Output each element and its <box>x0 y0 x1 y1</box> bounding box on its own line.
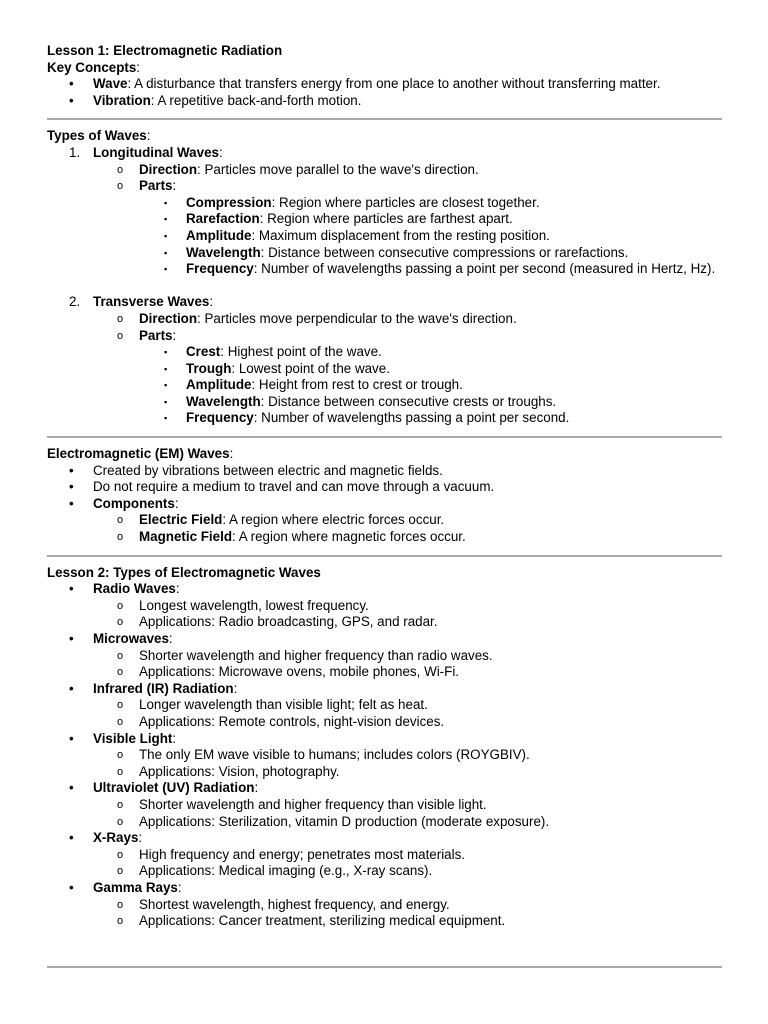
wave-type-ultraviolet: • Ultraviolet (UV) Radiation: <box>69 780 259 796</box>
types-of-waves-heading: Types of Waves: <box>47 128 151 144</box>
wave-desc: o Shorter wavelength and higher frequency than visible light. <box>117 796 487 812</box>
wave-desc: o The only EM wave visible to humans; includes colors (ROYGBIV). <box>117 747 530 763</box>
square-bullet-icon: ▪ <box>164 413 168 424</box>
bullet-icon: • <box>69 462 74 478</box>
circle-bullet-icon: o <box>117 599 124 612</box>
wave-desc: o Longest wavelength, lowest frequency. <box>117 597 369 613</box>
bullet-icon: • <box>69 581 74 597</box>
transverse-part-trough: ▪ Trough: Lowest point of the wave. <box>164 360 390 376</box>
longitudinal-direction: o Direction: Particles move parallel to the wave's direction. <box>117 161 479 177</box>
circle-bullet-icon: o <box>117 312 124 325</box>
wave-apps: o Applications: Medical imaging (e.g., X-ray scans). <box>117 863 433 879</box>
wave-desc: o Shorter wavelength and higher frequency than radio waves. <box>117 647 493 663</box>
wave-type-infrared: • Infrared (IR) Radiation: <box>69 680 238 696</box>
transverse-parts-label: o Parts: <box>117 327 177 343</box>
wave-apps: o Applications: Microwave ovens, mobile phones, Wi-Fi. <box>117 664 460 680</box>
wave-type-radio: • Radio Waves: <box>69 581 180 597</box>
wave-desc: o High frequency and energy; penetrates most materials. <box>117 846 466 862</box>
bullet-icon: • <box>69 680 74 696</box>
transverse-part-wavelength: ▪ Wavelength: Distance between consecutive crests or troughs. <box>164 393 557 409</box>
longitudinal-part-amplitude: ▪ Amplitude: Maximum displacement from the resting position. <box>164 227 550 243</box>
document-page <box>47 43 722 930</box>
em-bullet-medium: • Do not require a medium to travel and can move through a vacuum. <box>69 479 495 495</box>
transverse-part-crest: ▪ Crest: Highest point of the wave. <box>164 344 382 360</box>
circle-bullet-icon: o <box>117 616 124 629</box>
circle-bullet-icon: o <box>117 531 124 544</box>
longitudinal-part-wavelength: ▪ Wavelength: Distance between consecutive compressions or rarefactions. <box>164 244 629 260</box>
square-bullet-icon: ▪ <box>164 214 168 225</box>
section-divider <box>47 436 722 438</box>
list-number: 1. <box>69 144 81 160</box>
bullet-icon: • <box>69 76 74 92</box>
circle-bullet-icon: o <box>117 815 124 828</box>
wave-type-visible-light: • Visible Light: <box>69 730 177 746</box>
circle-bullet-icon: o <box>117 180 124 193</box>
circle-bullet-icon: o <box>117 765 124 778</box>
circle-bullet-icon: o <box>117 798 124 811</box>
wave-type-gamma: • Gamma Rays: <box>69 879 182 895</box>
em-waves-heading: Electromagnetic (EM) Waves: <box>47 446 234 462</box>
circle-bullet-icon: o <box>117 749 124 762</box>
circle-bullet-icon: o <box>117 666 124 679</box>
wave-apps: o Applications: Vision, photography. <box>117 763 340 779</box>
square-bullet-icon: ▪ <box>164 396 168 407</box>
key-concept-wave: • Wave: A disturbance that transfers energy from one place to another without transferring matter. <box>69 76 661 92</box>
transverse-title: 2. Transverse Waves: <box>69 294 214 310</box>
wave-apps: o Applications: Remote controls, night-vision devices. <box>117 713 445 729</box>
bullet-icon: • <box>69 631 74 646</box>
longitudinal-part-rarefaction: ▪ Rarefaction: Region where particles are farthest apart. <box>164 211 513 227</box>
section-divider <box>47 118 722 120</box>
transverse-part-frequency: ▪ Frequency: Number of wavelengths passing a point per second. <box>164 410 570 426</box>
square-bullet-icon: ▪ <box>164 247 168 258</box>
circle-bullet-icon: o <box>117 329 124 342</box>
lesson2-title: Lesson 2: Types of Electromagnetic Waves <box>47 564 321 580</box>
longitudinal-parts-label: o Parts: <box>117 178 177 194</box>
bullet-icon: • <box>69 879 74 895</box>
em-components-label: • Components: <box>69 495 179 511</box>
square-bullet-icon: ▪ <box>164 347 168 358</box>
longitudinal-part-compression: ▪ Compression: Region where particles are closest together. <box>164 194 540 210</box>
wave-desc: o Longer wavelength than visible light; felt as heat. <box>117 697 428 713</box>
circle-bullet-icon: o <box>117 163 124 176</box>
bullet-icon: • <box>69 830 74 846</box>
wave-desc: o Shortest wavelength, highest frequency, and energy. <box>117 896 450 912</box>
circle-bullet-icon: o <box>117 898 124 911</box>
section-divider <box>47 555 722 557</box>
wave-type-microwaves: • Microwaves: <box>69 631 173 646</box>
wave-apps: o Applications: Radio broadcasting, GPS, and radar. <box>117 614 438 630</box>
bullet-icon: • <box>69 479 74 495</box>
circle-bullet-icon: o <box>117 915 124 928</box>
transverse-direction: o Direction: Particles move perpendicular to the wave's direction. <box>117 310 517 326</box>
wave-type-xrays: • X-Rays: <box>69 830 143 846</box>
circle-bullet-icon: o <box>117 699 124 712</box>
bullet-icon: • <box>69 495 74 511</box>
square-bullet-icon: ▪ <box>164 230 168 241</box>
square-bullet-icon: ▪ <box>164 197 168 208</box>
bullet-icon: • <box>69 730 74 746</box>
square-bullet-icon: ▪ <box>164 380 168 391</box>
longitudinal-title: 1. Longitudinal Waves: <box>69 144 223 160</box>
key-concepts-heading: Key Concepts: <box>47 59 141 75</box>
wave-apps: o Applications: Sterilization, vitamin D production (moderate exposure). <box>117 813 550 829</box>
em-component-magnetic: o Magnetic Field: A region where magnetic forces occur. <box>117 529 466 545</box>
lesson1-title: Lesson 1: Electromagnetic Radiation <box>47 43 283 58</box>
list-number: 2. <box>69 294 81 310</box>
square-bullet-icon: ▪ <box>164 264 168 275</box>
longitudinal-part-frequency: ▪ Frequency: Number of wavelengths passing a point per second (measured in Hertz, Hz). <box>164 261 716 277</box>
bullet-icon: • <box>69 92 74 108</box>
circle-bullet-icon: o <box>117 649 124 662</box>
circle-bullet-icon: o <box>117 514 124 527</box>
bottom-divider <box>47 966 722 968</box>
square-bullet-icon: ▪ <box>164 363 168 374</box>
wave-apps: o Applications: Cancer treatment, sterilizing medical equipment. <box>117 913 506 929</box>
circle-bullet-icon: o <box>117 865 124 878</box>
circle-bullet-icon: o <box>117 715 124 728</box>
transverse-part-amplitude: ▪ Amplitude: Height from rest to crest or trough. <box>164 377 463 393</box>
key-concept-vibration: • Vibration: A repetitive back-and-forth motion. <box>69 92 362 108</box>
bullet-icon: • <box>69 780 74 796</box>
em-component-electric: o Electric Field: A region where electric forces occur. <box>117 512 445 528</box>
circle-bullet-icon: o <box>117 848 124 861</box>
em-bullet-vibrations: • Created by vibrations between electric and magnetic fields. <box>69 462 443 478</box>
